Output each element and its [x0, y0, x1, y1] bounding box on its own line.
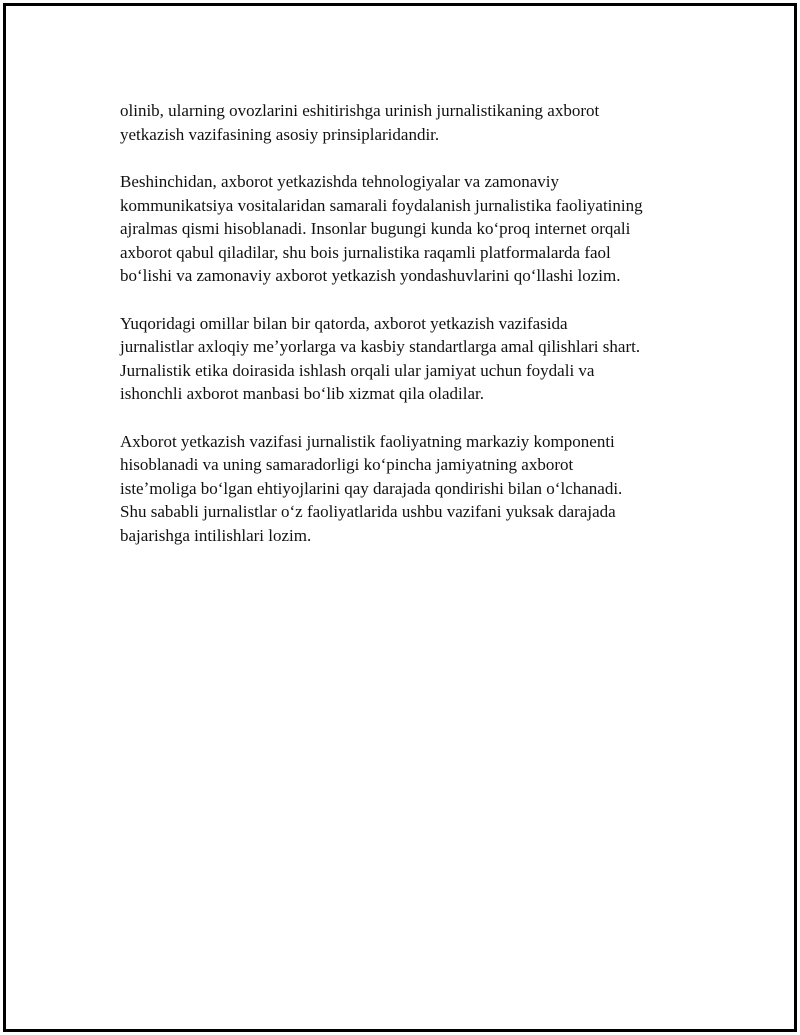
paragraph-4 — [120, 430, 710, 548]
text-line: kommunikatsiya vositalaridan samarali foydalanish jurnalistika faoliyatining — [120, 195, 643, 215]
paragraph-2 — [120, 170, 710, 288]
text-line: Beshinchidan, axborot yetkazishda tehnologiyalar va zamonaviy — [120, 172, 560, 191]
text-line: axborot qabul qiladilar, shu bois jurnalistika raqamli platformalarda faol — [120, 242, 611, 262]
text-line: Shu sababli jurnalistlar oʻz faoliyatlarida ushbu vazifani yuksak darajada — [120, 502, 616, 521]
paragraph-3 — [120, 312, 710, 406]
document-body — [120, 99, 710, 571]
text-line: ajralmas qismi hisoblanadi. Insonlar bugungi kunda koʻproq internet orqali — [120, 219, 631, 238]
text-line: Axborot yetkazish vazifasi jurnalistik faoliyatning markaziy komponenti — [120, 431, 615, 451]
text-line: jurnalistlar axloqiy meʼyorlarga va kasbiy standartlarga amal qilishlari shart. — [120, 337, 641, 356]
document-page — [3, 3, 797, 1032]
text-line: isteʼmoliga boʻlgan ehtiyojlarini qay darajada qondirishi bilan oʻlchanadi. — [120, 478, 623, 498]
text-line: boʻlishi va zamonaviy axborot yetkazish yondashuvlarini qoʻllashi lozim. — [120, 266, 621, 285]
paragraph-1 — [120, 99, 710, 146]
text-line: bajarishga intilishlari lozim. — [120, 525, 312, 545]
text-line: olinib, ularning ovozlarini eshitirishga urinish jurnalistikaning axborot — [120, 101, 600, 120]
text-line: Yuqoridagi omillar bilan bir qatorda, axborot yetkazish vazifasida — [120, 313, 568, 333]
text-line: ishonchli axborot manbasi boʻlib xizmat qila oladilar. — [120, 384, 485, 403]
text-line: hisoblanadi va uning samaradorligi koʻpincha jamiyatning axborot — [120, 455, 574, 474]
text-line: yetkazish vazifasining asosiy prinsiplaridandir. — [120, 124, 440, 144]
text-line: Jurnalistik etika doirasida ishlash orqali ular jamiyat uchun foydali va — [120, 360, 595, 380]
